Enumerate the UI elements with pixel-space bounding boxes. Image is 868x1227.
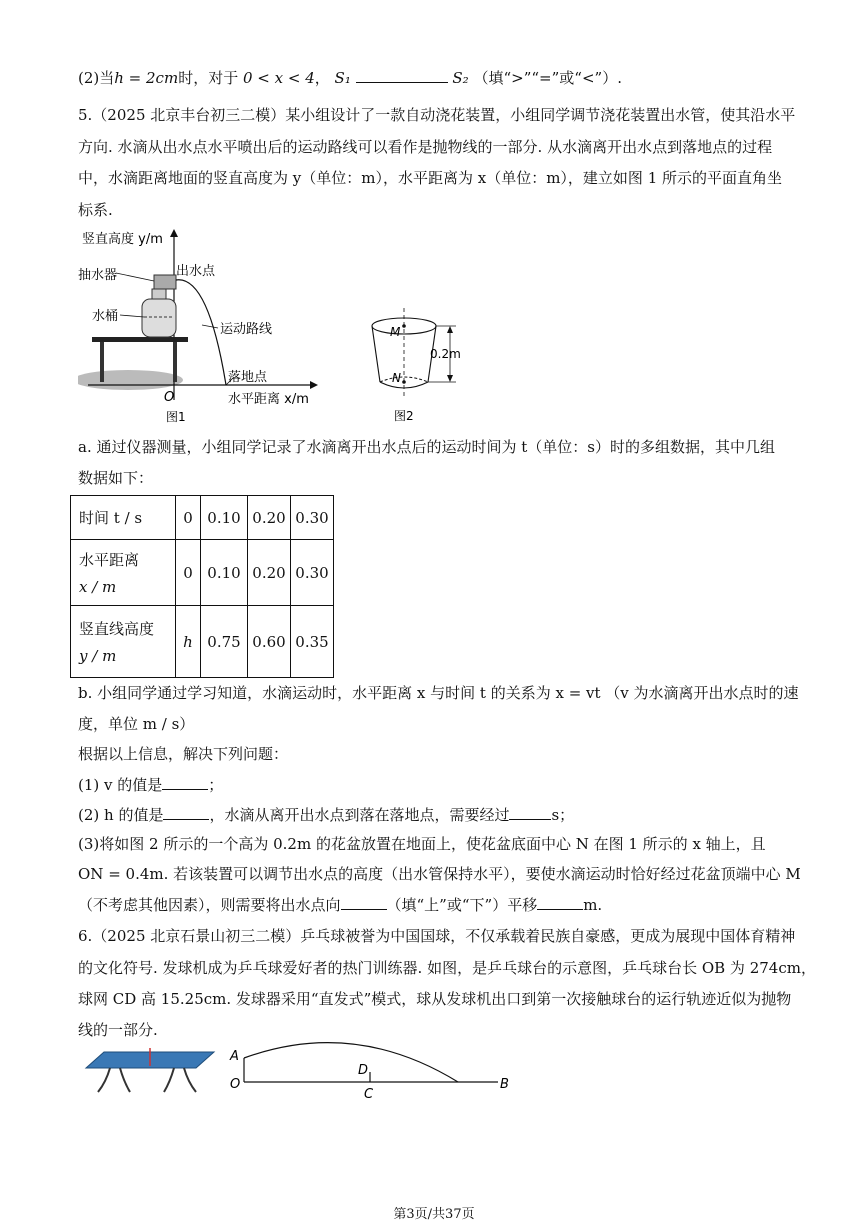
point-m bbox=[402, 324, 406, 328]
text: y / m bbox=[79, 647, 117, 665]
text: (2) h 的值是 bbox=[78, 806, 164, 824]
part2-line bbox=[78, 803, 574, 826]
table-cell: 0.20 bbox=[248, 496, 291, 540]
answer-blank[interactable] bbox=[341, 893, 387, 910]
q6-line-4: 线的一部分. bbox=[78, 1021, 158, 1039]
pump-label: 抽水器 bbox=[78, 268, 118, 283]
x-axis-label: 水平距离 x/m bbox=[228, 392, 309, 407]
table-cell: 0.20 bbox=[248, 540, 291, 606]
label-a: A bbox=[230, 1049, 239, 1064]
answer-blank[interactable] bbox=[537, 893, 583, 910]
text: （填“上”或“下”）平移 bbox=[386, 896, 538, 914]
table-cell: 0.75 bbox=[201, 606, 248, 678]
outlet-label: 出水点 bbox=[176, 264, 216, 279]
table-cell: 0.10 bbox=[201, 496, 248, 540]
table-row bbox=[71, 496, 334, 540]
text: ，水滴从离开出水点到落在落地点，需要经过 bbox=[209, 806, 510, 824]
page-footer: 第3页/共37页 bbox=[393, 1207, 475, 1222]
q6-line-2: 的文化符号. 发球机成为乒乓球爱好者的热门训练器. 如图，是乒乓球台的示意图，乒乓球台长 OB 为 274cm， bbox=[78, 959, 816, 977]
q6-line-1: 6.（2025 北京石景山初三二模）乒乓球被誉为中国国球，不仅承载着民族自豪感，更成为展现中国体育精神 bbox=[78, 927, 796, 945]
b-line-2: 度，单位 m / s） bbox=[78, 715, 195, 733]
text: （填“>”“=”或“<”）. bbox=[473, 69, 622, 87]
x-axis-arrow bbox=[310, 381, 318, 389]
table-cell: 0.30 bbox=[291, 496, 334, 540]
table-leg bbox=[98, 1068, 110, 1092]
table-row bbox=[71, 606, 334, 678]
answer-blank[interactable] bbox=[509, 803, 551, 820]
label-b: B bbox=[500, 1077, 509, 1092]
figure-caption: 图2 bbox=[394, 409, 414, 423]
solve-line: 根据以上信息，解决下列问题： bbox=[78, 745, 289, 763]
table-cell: 0.35 bbox=[291, 606, 334, 678]
text: s； bbox=[551, 806, 575, 824]
part3-line-1: (3)将如图 2 所示的一个高为 0.2m 的花盆放置在地面上，使花盆底面中心 N 在图 1 所示的 x 轴上，且 bbox=[78, 835, 766, 853]
ground-shadow bbox=[78, 370, 183, 390]
table-top bbox=[92, 337, 188, 342]
figure-1 bbox=[78, 225, 328, 425]
height-label: 0.2m bbox=[430, 347, 461, 361]
label-m: M bbox=[390, 325, 401, 339]
text: ； bbox=[208, 776, 224, 794]
math-text: 0 < x < 4 bbox=[242, 69, 315, 87]
leader-line bbox=[116, 273, 154, 281]
row-header bbox=[71, 540, 176, 606]
table-leg bbox=[100, 342, 104, 382]
q6-line-3: 球网 CD 高 15.25cm. 发球器采用“直发式”模式，球从发球机出口到第一次接触球台的运行轨迹近似为抛物 bbox=[78, 990, 792, 1008]
table-leg bbox=[173, 342, 177, 382]
leader-line bbox=[202, 325, 218, 328]
landing-label: 落地点 bbox=[228, 370, 268, 385]
text: 时，对于 bbox=[178, 69, 239, 87]
figure-3 bbox=[226, 1032, 526, 1104]
text: 时间 t / s bbox=[79, 509, 143, 527]
bucket-label: 水桶 bbox=[92, 309, 119, 324]
text: (1) v 的值是 bbox=[78, 776, 163, 794]
label-o: O bbox=[230, 1077, 241, 1092]
text: ， bbox=[314, 69, 330, 87]
math-text: S₁ bbox=[334, 69, 351, 87]
leader-line bbox=[120, 315, 144, 317]
y-axis-label: 竖直高度 y/m bbox=[82, 232, 163, 247]
part3-line-3 bbox=[78, 893, 602, 916]
text: m. bbox=[583, 896, 603, 914]
q4-part2-line bbox=[78, 66, 622, 89]
origin-label: O bbox=[164, 390, 175, 405]
dim-arrow-head bbox=[447, 375, 453, 382]
ball-trajectory bbox=[244, 1043, 458, 1082]
q5-line-1: 5.（2025 北京丰台初三二模）某小组设计了一款自动浇花装置，小组同学调节浇花装置出水管，使其沿水平 bbox=[78, 106, 796, 124]
answer-blank[interactable] bbox=[356, 66, 448, 83]
answer-blank[interactable] bbox=[162, 773, 208, 790]
trajectory-curve bbox=[176, 280, 226, 385]
dim-arrow-head bbox=[447, 326, 453, 333]
figure-2 bbox=[360, 300, 480, 425]
a-line-1: a. 通过仪器测量，小组同学记录了水滴离开出水点后的运动时间为 t（单位：s）时的多组数据，其中几组 bbox=[78, 438, 775, 456]
math-text: h = 2cm bbox=[114, 69, 179, 87]
y-axis-arrow bbox=[170, 229, 178, 237]
table-row bbox=[71, 540, 334, 606]
a-line-2: 数据如下： bbox=[78, 469, 154, 487]
table-cell: 0.10 bbox=[201, 540, 248, 606]
table-cell: h bbox=[176, 606, 201, 678]
row-header bbox=[71, 606, 176, 678]
label-c: C bbox=[364, 1087, 374, 1102]
table-cell: 0.60 bbox=[248, 606, 291, 678]
table-leg bbox=[184, 1068, 196, 1092]
part3-line-2: ON = 0.4m. 若该装置可以调节出水点的高度（出水管保持水平），要使水滴运动时恰好经过花盆顶端中心 M bbox=[78, 865, 801, 883]
table-leg bbox=[120, 1068, 130, 1092]
q5-line-3: 中，水滴距离地面的竖直高度为 y（单位：m），水平距离为 x（单位：m），建立如图 1 所示的平面直角坐 bbox=[78, 169, 783, 187]
label-n: N bbox=[392, 371, 401, 385]
row-header bbox=[71, 496, 176, 540]
math-text: S₂ bbox=[452, 69, 469, 87]
table-leg bbox=[164, 1068, 174, 1092]
text: 水平距离 bbox=[79, 551, 140, 569]
text: (2)当 bbox=[78, 69, 115, 87]
part1-line bbox=[78, 773, 223, 796]
text: 竖直线高度 bbox=[79, 620, 155, 638]
table-cell: 0 bbox=[176, 496, 201, 540]
text: x / m bbox=[79, 578, 117, 596]
table-cell: 0 bbox=[176, 540, 201, 606]
pot-side bbox=[372, 326, 380, 382]
table-cell: 0.30 bbox=[291, 540, 334, 606]
bucket-neck bbox=[152, 289, 166, 299]
label-d: D bbox=[358, 1063, 369, 1078]
water-bucket bbox=[142, 299, 176, 337]
data-table bbox=[70, 495, 334, 678]
ping-pong-table-illustration bbox=[80, 1046, 216, 1096]
q5-line-4: 标系. bbox=[78, 201, 113, 219]
answer-blank[interactable] bbox=[163, 803, 209, 820]
figure-caption: 图1 bbox=[166, 410, 186, 424]
text: （不考虑其他因素），则需要将出水点向 bbox=[78, 896, 341, 914]
path-label: 运动路线 bbox=[220, 322, 273, 337]
b-line-1: b. 小组同学通过学习知道，水滴运动时，水平距离 x 与时间 t 的关系为 x = vt （v 为水滴离开出水点时的速 bbox=[78, 684, 799, 702]
q5-line-2: 方向. 水滴从出水点水平喷出后的运动路线可以看作是抛物线的一部分. 从水滴离开出水点到落地点的过程 bbox=[78, 138, 773, 156]
pump bbox=[154, 275, 176, 289]
point-n bbox=[402, 380, 406, 384]
